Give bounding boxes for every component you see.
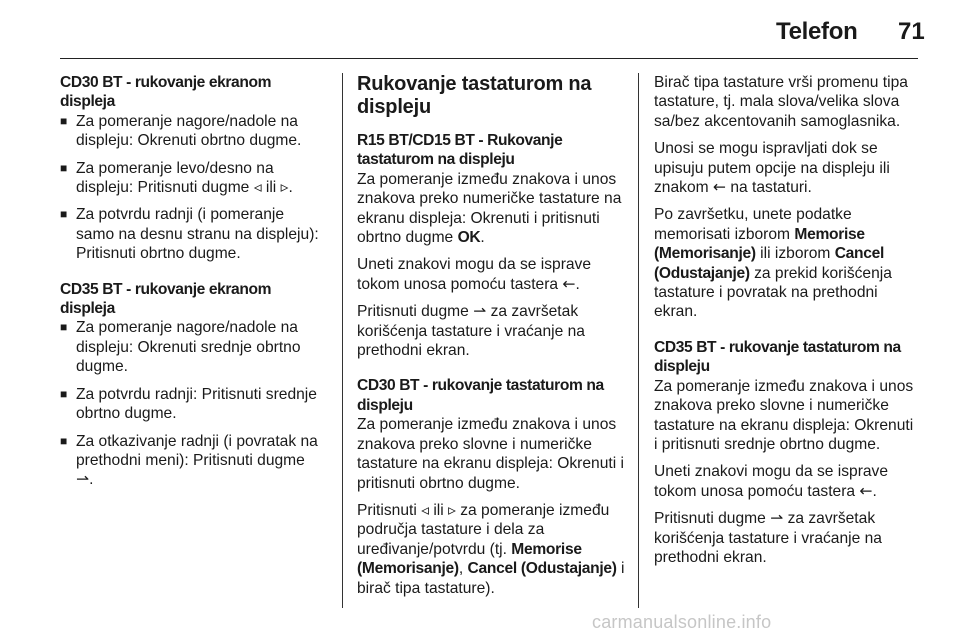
paragraph: Uneti znakovi mogu da se isprave tokom unosa pomoću tastera ←.: [654, 463, 889, 500]
watermark: carmanualsonline.info: [592, 612, 772, 632]
paragraph: Birač tipa tastature vrši promenu tipa tastature, tj. mala slova/velika slova sa/bez akcentovanih samoglasnika.: [654, 74, 908, 130]
paragraph: Za pomeranje između znakova i unos znakova preko slovne i numeričke tastature na ekranu displeja: Okrenuti i pritisnuti srednje obrtno dugme.: [654, 377, 914, 453]
column-1: [60, 73, 326, 498]
page-header-title: Telefon: [776, 18, 858, 45]
memorise-label: Memorise (Memorisanje): [654, 225, 865, 263]
left-triangle-icon: ◃: [253, 178, 262, 197]
backspace-icon: ←: [712, 178, 727, 197]
list-item: ■ Za pomeranje nagore/nadole na displeju: Okrenuti obrtno dugme.: [60, 112, 326, 151]
list-item: ■ Za potvrdu radnji: Pritisnuti srednje obrtno dugme.: [60, 385, 326, 424]
header-rule: [60, 58, 918, 59]
list-item: ■ Za otkazivanje radnji (i povratak na prethodni meni): Pritisnuti dugme ⇀.: [60, 432, 326, 490]
backspace-icon: ←: [859, 481, 873, 500]
paragraph: Pritisnuti ◃ ili ▹ za pomeranje između područja tastature i dela za uređivanje/potvrdu (tj. Memorise (Memorisanje), Cancel (Odustajanje) i birač tipa tastature).: [357, 500, 625, 597]
paragraph: Pritisnuti dugme ⇀ za završetak korišćenja tastature i vraćanje na prethodni ekran.: [654, 509, 882, 566]
paragraph: Za pomeranje između znakova i unos znakova preko slovne i numeričke tastature na ekranu displeja: Okrenuti i pritisnuti obrtno dugme.: [357, 416, 624, 492]
memorise-label: Memorise (Memorisanje): [357, 540, 582, 578]
list-item: ■ Za potvrdu radnji (i pomeranje samo na desnu stranu na displeju): Pritisnuti obrtno dugme.: [60, 205, 326, 263]
paragraph: Unosi se mogu ispravljati dok se upisuju putem opcije na displeju ili znakom ← na tastaturi.: [654, 140, 890, 197]
column-2: [357, 73, 627, 606]
right-triangle-icon: ▹: [448, 500, 456, 519]
cancel-label: Cancel (Odustajanje): [654, 245, 885, 282]
section-heading-r15: R15 BT/CD15 BT - Rukovanje tastaturom na displeju: [357, 132, 563, 169]
list-item: ■ Za pomeranje nagore/nadole na displeju: Okrenuti srednje obrtno dugme.: [60, 318, 326, 376]
back-arrow-icon: ⇀: [473, 302, 487, 321]
backspace-icon: ←: [562, 274, 576, 293]
section-heading-cd30-tastatura: CD30 BT - rukovanje tastaturom na displeju: [357, 377, 604, 414]
left-triangle-icon: ◃: [421, 500, 429, 519]
section-heading-cd30-ekran: CD30 BT - rukovanje ekranom displeja: [60, 74, 272, 111]
paragraph: Pritisnuti dugme ⇀ za završetak korišćenja tastature i vraćanje na prethodni ekran.: [357, 302, 585, 360]
section-heading-cd35-tastatura: CD35 BT - rukovanje tastaturom na displeju: [654, 338, 901, 376]
paragraph: Uneti znakovi mogu da se isprave tokom unosa pomoću tastera ←.: [357, 256, 592, 293]
back-arrow-icon: ⇀: [76, 470, 90, 489]
cancel-label: Cancel (Odustajanje): [467, 560, 617, 578]
column-divider-2: [638, 73, 639, 608]
list-item: ■ Za pomeranje levo/desno na displeju: Pritisnuti dugme ◃ ili ▹.: [60, 159, 326, 198]
page-number: 71: [898, 18, 925, 45]
section-heading-cd35-ekran: CD35 BT - rukovanje ekranom displeja: [60, 280, 272, 318]
back-arrow-icon: ⇀: [770, 509, 784, 528]
column-3: [654, 73, 920, 575]
section-title: Rukovanje tastaturom na displeju: [357, 73, 592, 118]
column-divider-1: [342, 73, 343, 608]
right-triangle-icon: ▹: [280, 178, 289, 197]
bullet-list-cd30: [60, 112, 326, 264]
ok-label: OK: [457, 229, 481, 247]
paragraph: Za pomeranje između znakova i unos znakova preko numeričke tastature na ekranu displeja: Okrenuti i pritisnuti obrtno dugme OK.: [357, 170, 622, 247]
bullet-list-cd35: [60, 318, 326, 489]
paragraph: Po završetku, unete podatke memorisati izborom Memorise (Memorisanje) ili izborom Cancel (Odustajanje) za prekid korišćenja tastature i povratak na prethodni ekran.: [654, 206, 892, 321]
